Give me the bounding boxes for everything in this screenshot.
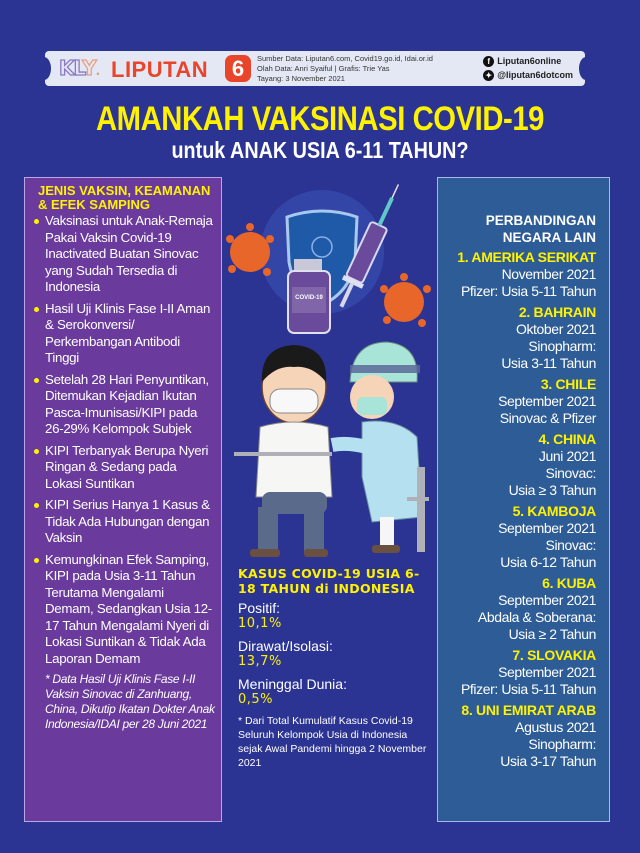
credits-line: Olah Data: Anri Syaiful | Grafis: Trie Yas xyxy=(257,64,390,73)
svg-text:COVID-19: COVID-19 xyxy=(295,295,323,301)
stat-value: 10,1% xyxy=(238,616,282,631)
country-name: 5. KAMBOJA xyxy=(512,503,596,519)
covid-cases-stats xyxy=(238,566,428,770)
country-detail: Agustus 2021 xyxy=(515,719,596,735)
twitter-icon: ✦ xyxy=(483,70,494,81)
country-detail: September 2021 xyxy=(498,393,596,409)
country-detail: Sinovac: xyxy=(545,537,596,553)
country-detail: Juni 2021 xyxy=(538,448,596,464)
child-patient-figure xyxy=(234,345,332,557)
stat-value: 13,7% xyxy=(238,654,282,669)
country-detail: Abdala & Soberana: xyxy=(477,609,596,625)
country-entry xyxy=(444,503,596,571)
stats-footnote: * Dari Total Kumulatif Kasus Covid-19 Seluruh Kelompok Usia di Indonesia sejak Awal Pandemi hingga 2 November 2021 xyxy=(238,715,427,769)
vaccine-vial-icon xyxy=(288,259,330,333)
country-name: 8. UNI EMIRAT ARAB xyxy=(461,702,596,718)
list-item: Kemungkinan Efek Samping, KIPI pada Usia 3-11 Tahun Terutama Mengalami Demam, Sedangkan Usia 12-17 Tahun Mengalami Nyeri di Lokasi Suntikan & Tidak Ada Laporan Demam xyxy=(32,552,215,668)
social-facebook[interactable] xyxy=(483,54,573,68)
country-detail: Usia 3-17 Tahun xyxy=(500,753,596,769)
country-entry xyxy=(444,249,596,300)
country-detail: Sinovac: xyxy=(545,465,596,481)
liputan6-logo-badge: 6 xyxy=(225,55,251,82)
source-line: Sumber Data: Liputan6.com, Covid19.go.id, Idai.or.id xyxy=(257,54,433,63)
stat-label: Dirawat/Isolasi: xyxy=(238,638,333,654)
stat-treated xyxy=(238,638,428,670)
country-detail: Sinovac & Pfizer xyxy=(499,410,596,426)
country-entry xyxy=(444,431,596,499)
panel-heading: JENIS VAKSIN, KEAMANAN & EFEK SAMPING xyxy=(38,183,211,212)
vaccination-illustration xyxy=(222,177,437,562)
publish-date: Tayang: 3 November 2021 xyxy=(257,74,345,83)
list-item: Hasil Uji Klinis Fase I-II Aman & Serokonversi/ Perkembangan Antibodi Tinggi xyxy=(32,301,215,367)
country-detail: Sinopharm: xyxy=(528,338,596,354)
country-detail: Usia ≥ 3 Tahun xyxy=(508,482,596,498)
list-item: Setelah 28 Hari Penyuntikan, Ditemukan Kejadian Ikutan Pasca-Imunisasi/KIPI pada 26-29% Kelompok Subjek xyxy=(32,372,215,438)
liputan-logo-text: LIPUTAN xyxy=(111,57,209,82)
main-title: AMANKAH VAKSINASI COVID-19 xyxy=(95,100,545,138)
list-item: KIPI Serius Hanya 1 Kasus & Tidak Ada Hubungan dengan Vaksin xyxy=(32,497,215,547)
country-detail: Usia 3-11 Tahun xyxy=(501,355,596,371)
source-note: * Data Hasil Uji Klinis Fase I-II Vaksin Sinovac di Zanhuang, China, Dikutip Ikatan Dokter Anak Indonesia/IDAI per 28 Juni 2021 xyxy=(45,672,215,731)
safety-list xyxy=(32,213,215,667)
country-name: 3. CHILE xyxy=(540,376,596,392)
country-detail: September 2021 xyxy=(498,592,596,608)
country-name: 1. AMERIKA SERIKAT xyxy=(457,249,596,265)
country-detail: September 2021 xyxy=(498,520,596,536)
stat-label: Positif: xyxy=(238,600,281,616)
facebook-icon: f xyxy=(483,56,494,67)
twitter-handle: @liputan6dotcom xyxy=(497,70,573,80)
sub-title: untuk ANAK USIA 6-11 TAHUN? xyxy=(171,137,469,163)
country-detail: Usia ≥ 2 Tahun xyxy=(508,626,596,642)
country-detail: Pfizer: Usia 5-11 Tahun xyxy=(460,681,596,697)
header-banner xyxy=(45,51,585,86)
panel-heading: PERBANDINGAN NEGARA LAIN xyxy=(485,213,596,245)
social-handles xyxy=(483,54,573,82)
country-name: 6. KUBA xyxy=(542,575,596,591)
stat-value: 0,5% xyxy=(238,692,274,707)
list-item: KIPI Terbanyak Berupa Nyeri Ringan & Sedang pada Lokasi Suntikan xyxy=(32,443,215,493)
country-comparison-panel xyxy=(437,177,610,822)
country-name: 4. CHINA xyxy=(538,431,596,447)
kly-logo: KLY. xyxy=(59,56,100,80)
country-detail: November 2021 xyxy=(501,266,596,282)
country-detail: Oktober 2021 xyxy=(515,321,596,337)
list-item: Vaksinasi untuk Anak-Remaja Pakai Vaksin Covid-19 Inactivated Buatan Sinovac yang Sudah Tersedia di Indonesia xyxy=(32,213,215,296)
stat-deaths xyxy=(238,676,428,708)
country-entry xyxy=(444,376,596,427)
country-entry xyxy=(444,647,596,698)
country-detail: Sinopharm: xyxy=(528,736,596,752)
stats-heading: KASUS COVID-19 USIA 6-18 TAHUN di INDONESIA xyxy=(238,566,420,596)
nurse-figure xyxy=(332,342,429,553)
source-credits xyxy=(257,54,433,84)
stat-positive xyxy=(238,600,428,632)
country-entry xyxy=(444,575,596,643)
country-entry xyxy=(444,304,596,372)
country-detail: Pfizer: Usia 5-11 Tahun xyxy=(460,283,596,299)
country-entry xyxy=(444,702,596,770)
vaccine-safety-panel xyxy=(24,177,222,822)
stat-label: Meninggal Dunia: xyxy=(238,676,347,692)
country-name: 2. BAHRAIN xyxy=(518,304,596,320)
social-twitter[interactable] xyxy=(483,68,573,82)
facebook-handle: Liputan6online xyxy=(497,56,562,66)
virus-icon xyxy=(380,273,431,327)
country-name: 7. SLOVAKIA xyxy=(512,647,596,663)
country-detail: September 2021 xyxy=(498,664,596,680)
country-detail: Usia 6-12 Tahun xyxy=(500,554,596,570)
